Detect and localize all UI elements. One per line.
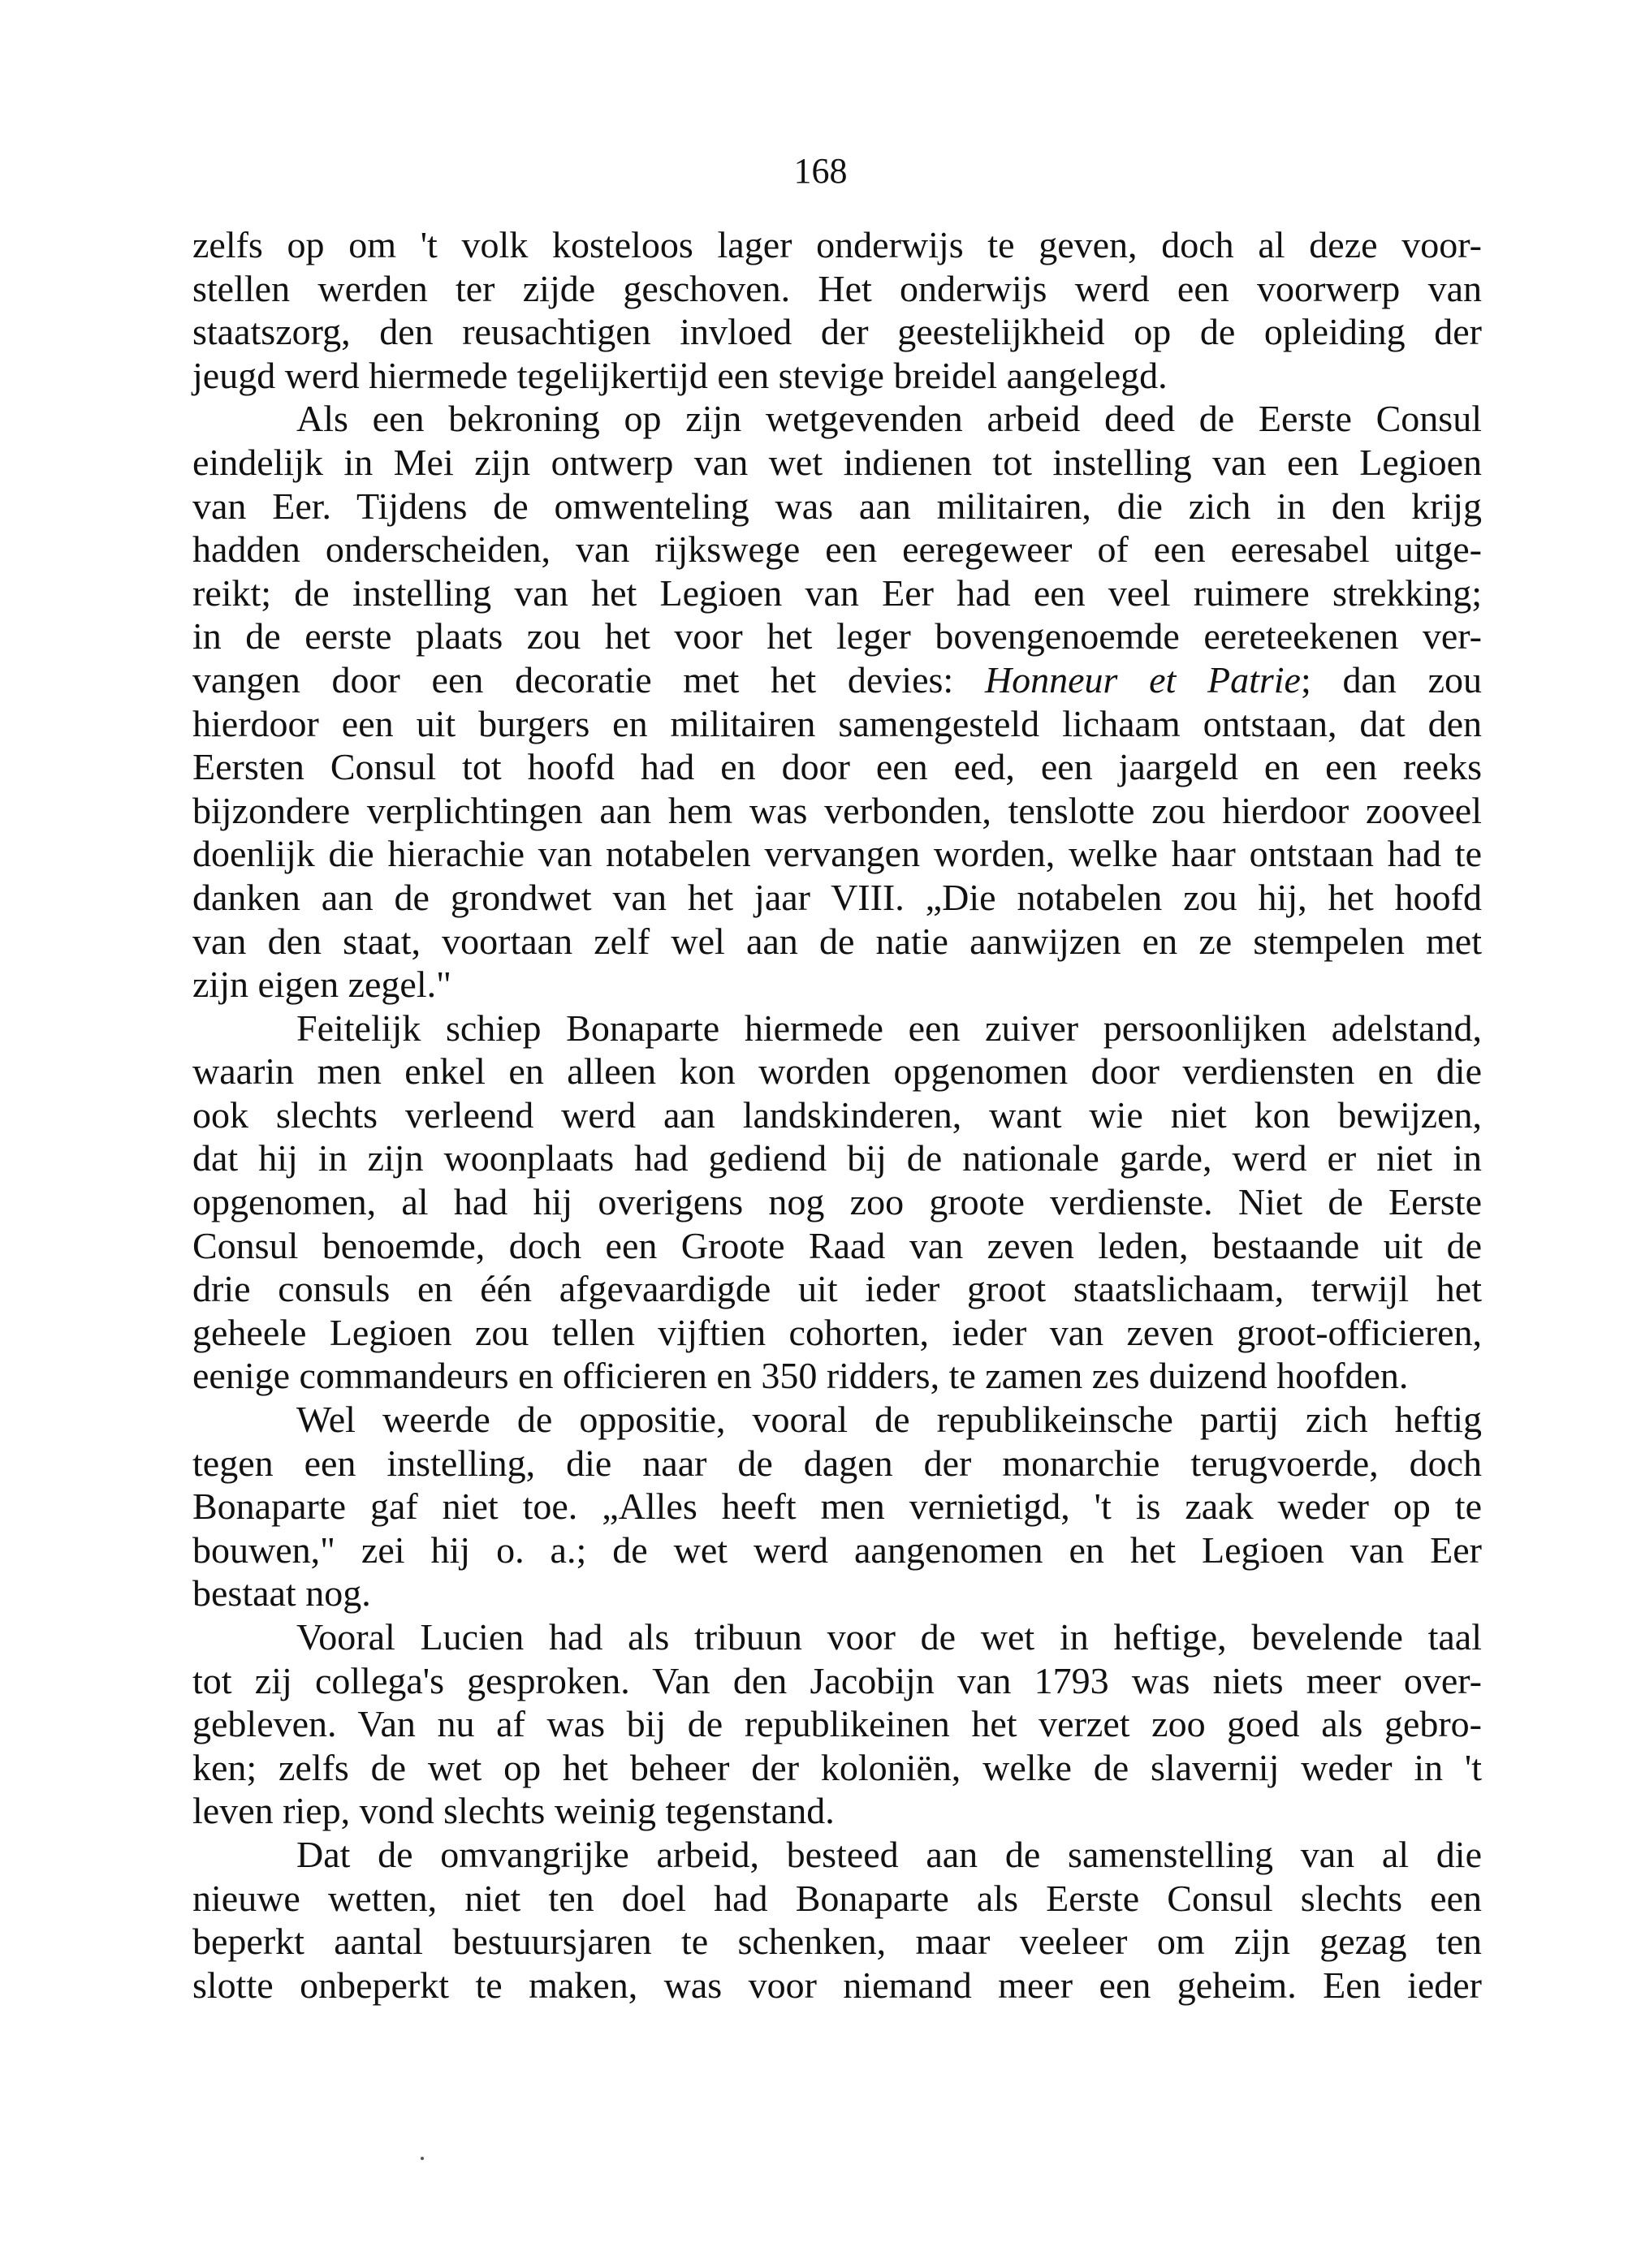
text-line: dat hij in zijn woonplaats had gediend bij de nationale garde, werd er niet in — [192, 1137, 1482, 1179]
text-segment: vangen door een decoratie met het devies: — [192, 658, 954, 701]
text-segment: ; dan zou — [1300, 658, 1482, 701]
text-line: gebleven. Van nu af was bij de republikeinen het verzet zoo goed als gebro- — [192, 1703, 1482, 1745]
text-line: leven riep, vond slechts weinig tegenstand. — [192, 1790, 835, 1832]
scan-speck — [421, 2157, 424, 2160]
paragraph-start-line: Wel weerde de oppositie, vooral de republikeinsche partij zich heftig — [296, 1399, 1482, 1441]
text-line: Bonaparte gaf niet toe. „Alles heeft men vernietigd, 't is zaak weder op te — [192, 1485, 1482, 1528]
paragraph-start-line: Dat de omvangrijke arbeid, besteed aan de samenstelling van al die — [296, 1833, 1482, 1875]
text-line-with-motto — [192, 658, 1482, 702]
text-line: van den staat, voortaan zelf wel aan de natie aanwijzen en ze stempelen met — [192, 920, 1482, 962]
text-line: bouwen," zei hij o. a.; de wet werd aangenomen en het Legioen van Eer — [192, 1529, 1482, 1571]
text-line: stellen werden ter zijde geschoven. Het onderwijs werd een voorwerp van — [192, 267, 1482, 309]
text-line: Eersten Consul tot hoofd had en door een eed, een jaargeld en een reeks — [192, 746, 1482, 788]
text-line: nieuwe wetten, niet ten doel had Bonaparte als Eerste Consul slechts een — [192, 1877, 1482, 1919]
text-line: bestaat nog. — [192, 1572, 371, 1615]
text-line: ook slechts verleend werd aan landskinderen, want wie niet kon bewijzen, — [192, 1093, 1482, 1136]
text-line: reikt; de instelling van het Legioen van Eer had een veel ruimere strekking; — [192, 571, 1482, 614]
body-text — [192, 223, 1482, 2007]
text-line: zelfs op om 't volk kosteloos lager onderwijs te geven, doch al deze voor- — [192, 224, 1482, 265]
text-line: hierdoor een uit burgers en militairen samengesteld lichaam ontstaan, dat den — [192, 702, 1482, 744]
text-line: tot zij collega's gesproken. Van den Jacobijn van 1793 was niets meer over- — [192, 1659, 1482, 1701]
text-line: opgenomen, al had hij overigens nog zoo groote verdienste. Niet de Eerste — [192, 1181, 1482, 1223]
text-line: danken aan de grondwet van het jaar VIII. „Die notabelen zou hij, het hoofd — [192, 876, 1482, 918]
motto-italic: Honneur et Patrie — [984, 658, 1301, 701]
paragraph-start-line: Feitelijk schiep Bonaparte hiermede een zuiver persoonlijken adelstand, — [296, 1007, 1482, 1049]
text-line: slotte onbeperkt te maken, was voor niemand meer een geheim. Een ieder — [192, 1964, 1482, 2006]
paragraph-start-line: Als een bekroning op zijn wetgevenden arbeid deed de Eerste Consul — [296, 398, 1482, 440]
text-line: hadden onderscheiden, van rijkswege een eeregeweer of een eeresabel uitge- — [192, 528, 1482, 571]
text-line: Consul benoemde, doch een Groote Raad van zeven leden, bestaande uit de — [192, 1224, 1482, 1266]
text-line: waarin men enkel en alleen kon worden opgenomen door verdiensten en die — [192, 1050, 1482, 1093]
text-line: eenige commandeurs en officieren en 350 ridders, te zamen zes duizend hoofden. — [192, 1355, 1409, 1397]
text-line: doenlijk die hierachie van notabelen vervangen worden, welke haar ontstaan had te — [192, 833, 1482, 875]
text-line: beperkt aantal bestuursjaren te schenken, maar veeleer om zijn gezag ten — [192, 1921, 1482, 1963]
text-line: staatszorg, den reusachtigen invloed der geestelijkheid op de opleiding der — [192, 311, 1482, 353]
text-line: bijzondere verplichtingen aan hem was verbonden, tenslotte zou hierdoor zooveel — [192, 789, 1482, 831]
text-line: zijn eigen zegel." — [192, 964, 451, 1006]
text-line: eindelijk in Mei zijn ontwerp van wet indienen tot instelling van een Legioen — [192, 441, 1482, 483]
text-line: in de eerste plaats zou het voor het leger bovengenoemde eereteekenen ver- — [192, 615, 1482, 658]
text-line: jeugd werd hiermede tegelijkertijd een stevige breidel aangelegd. — [192, 354, 1168, 396]
text-line: van Eer. Tijdens de omwenteling was aan militairen, die zich in den krijg — [192, 485, 1482, 527]
page-number: 168 — [793, 151, 848, 191]
text-line: ken; zelfs de wet op het beheer der koloniën, welke de slavernij weder in 't — [192, 1746, 1482, 1788]
text-line: drie consuls en één afgevaardigde uit ieder groot staatslichaam, terwijl het — [192, 1268, 1482, 1310]
paragraph-start-line: Vooral Lucien had als tribuun voor de wet in heftige, bevelende taal — [296, 1616, 1482, 1658]
text-line: geheele Legioen zou tellen vijftien cohorten, ieder van zeven groot-officieren, — [192, 1311, 1482, 1353]
text-line: tegen een instelling, die naar de dagen der monarchie terugvoerde, doch — [192, 1442, 1482, 1484]
